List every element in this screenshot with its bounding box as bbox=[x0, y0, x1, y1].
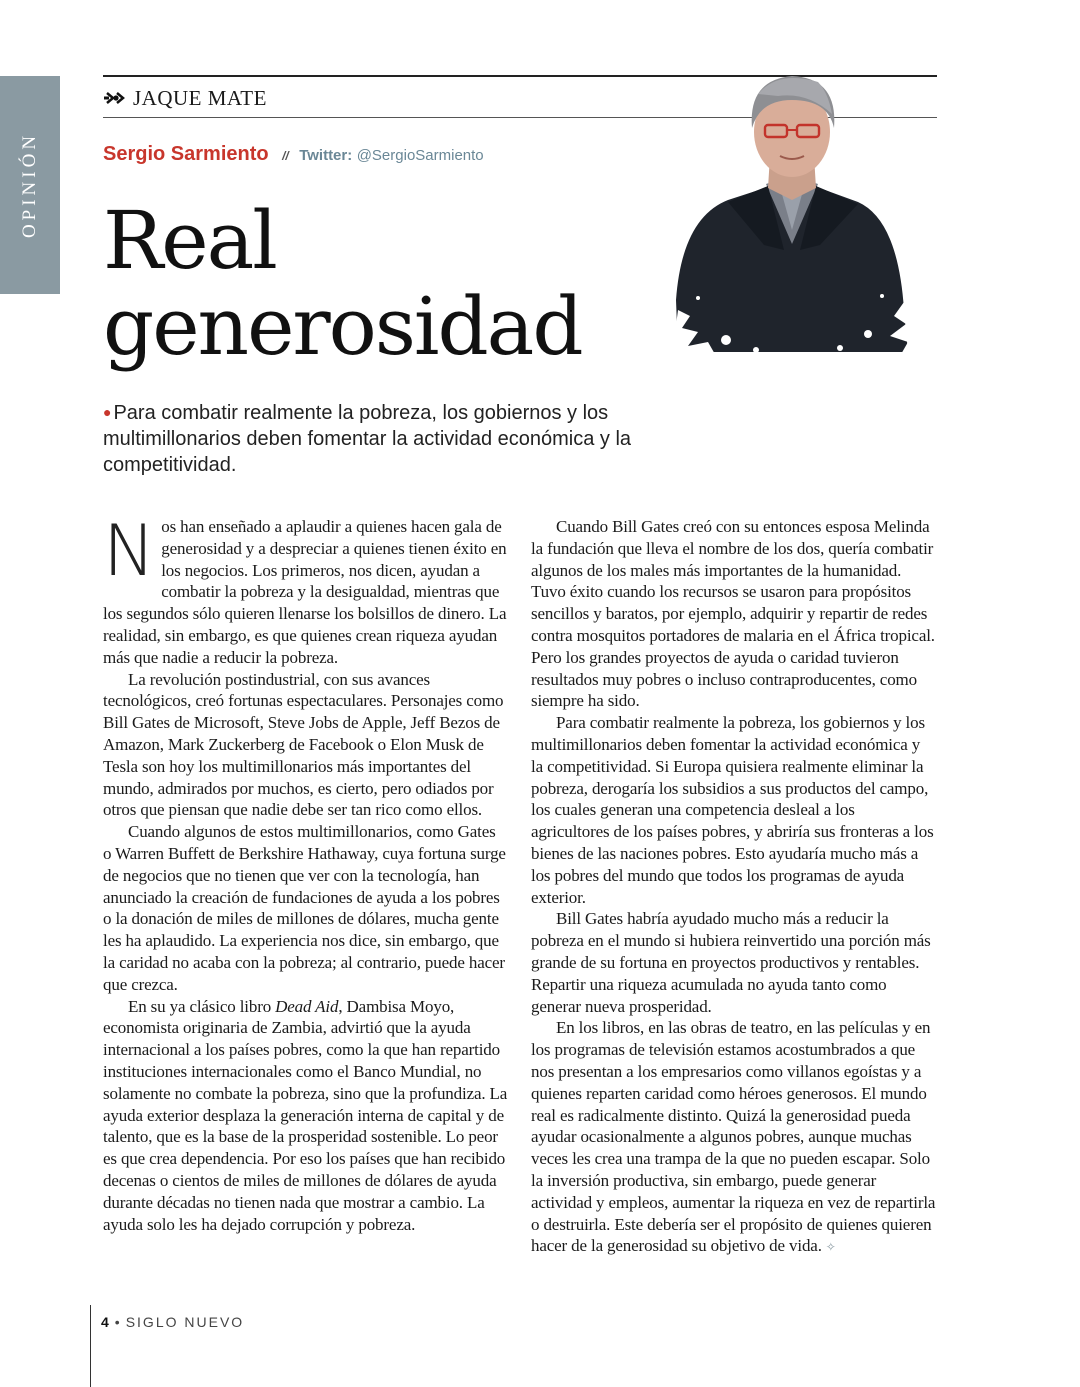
drop-cap: N bbox=[103, 510, 156, 592]
author-name: Sergio Sarmiento bbox=[103, 143, 269, 165]
end-mark-icon: ✧ bbox=[825, 1240, 836, 1255]
deck-text: Para combatir realmente la pobreza, los gobiernos y los multimillonarios deben fomentar la actividad económica y la competitividad. bbox=[103, 402, 632, 476]
deck bbox=[103, 399, 633, 478]
article-paragraph: Cuando Bill Gates creó con su entonces esposa Melinda la fundación que lleva el nombre de los dos, quería combatir algunos de los males más importantes de la humanidad. Tuvo éxito cuando los recursos se usaron para propósitos sencillos y baratos, por ejemplo, adquirir y repartir de redes contra mosquitos portadores de malaria en el África tropical. Pero los grandes proyectos de ayuda o caridad tuvieron resultados muy pobres o incluso contraproducentes, como siempre ha sido. bbox=[531, 517, 935, 711]
page-number: 4 bbox=[101, 1314, 111, 1330]
article-column-left bbox=[103, 510, 508, 1235]
page-footer bbox=[101, 1314, 244, 1330]
column-title bbox=[103, 85, 267, 111]
section-side-tab bbox=[0, 76, 60, 294]
article-paragraph: En los libros, en las obras de teatro, en las películas y en los programas de televisión estamos acostumbrados a que nos presentan a los empresarios como villanos egoístas y a quienes reparten caridad como héroes generosos. El mundo real es radicalmente distinto. Quizá la generosidad pueda ayudar ocasionalmente a algunos pobres, aunque muchas veces les crea una trampa de la que no pueden escapar. Solo la inversión productiva, sin embargo, puede generar actividad y empleos, aumentar la riqueza en vez de repartirla o destruirla. Este debería ser el propósito de quienes quieren hacer de la generosidad su objetivo de vida. ✧ bbox=[531, 1018, 936, 1256]
article-paragraph: Para combatir realmente la pobreza, los gobiernos y los multimillonarios deben fomentar la actividad económica y la competitividad. Si Europa quisiera realmente eliminar la pobreza, derogaría los subsidios a sus productos del campo, los cuales generan una competencia desleal a los agricultores de los países pobres, y abriría sus fronteras a los bienes de las naciones pobres. Esto ayudaría mucho más a los pobres del mundo que todos los programas de ayuda exterior. bbox=[531, 713, 934, 907]
side-tab-label: OPINIÓN bbox=[19, 131, 40, 239]
column-title-text: JAQUE MATE bbox=[133, 85, 267, 110]
byline bbox=[103, 143, 484, 166]
article-paragraph: La revolución postindustrial, con sus avances tecnológicos, creó fortunas espectaculares. Personajes como Bill Gates de Microsoft, Steve Jobs de Apple, Jeff Bezos de Amazon, Mark Zuckerberg de Facebook o Elon Musk de Tesla son hoy los multimillonarios más importantes del mundo, admirados por muchos, es cierto, pero odiados por otros que piensan que nadie debe ser tan rico como ellos. bbox=[103, 669, 504, 820]
footer-rule bbox=[90, 1305, 91, 1387]
publication-name: SIGLO NUEVO bbox=[125, 1314, 245, 1330]
article-paragraph: Cuando algunos de estos multimillonarios, como Gates o Warren Buffett de Berkshire Hathaway, cuya fortuna surge de negocios que no tienen que ver con la tecnología, han anunciado la creación de fundaciones de ayuda a los pobres o la donación de miles de millones de dólares, mucha gente les ha aplaudido. La experiencia nos dice, sin embargo, que la caridad no acaba con la pobreza; al contrario, puede hacer que crezca. bbox=[103, 822, 506, 994]
double-arrow-icon bbox=[103, 91, 125, 105]
byline-separator: // bbox=[282, 149, 289, 163]
author-portrait bbox=[668, 70, 913, 360]
twitter-handle: @SergioSarmiento bbox=[356, 147, 484, 164]
twitter-label: Twitter: bbox=[299, 147, 353, 164]
headline-line-1: Real bbox=[103, 194, 276, 287]
headline-line-2: generosidad bbox=[103, 280, 582, 373]
red-bullet-icon: ● bbox=[103, 404, 112, 420]
headline bbox=[103, 194, 582, 373]
footer-separator: • bbox=[114, 1314, 122, 1330]
article-paragraph: Nos han enseñado a aplaudir a quienes hacen gala de generosidad y a despreciar a quienes tienen éxito en los negocios. Los primeros, nos dicen, ayudan a combatir la pobreza y la desigualdad, mientras que los segundos sólo quieren llenarse los bolsillos de dinero. La realidad, sin embargo, es que quienes crean riqueza ayudan más que nadie a reducir la pobreza. bbox=[103, 510, 507, 667]
article-paragraph: Bill Gates habría ayudado mucho más a reducir la pobreza en el mundo si hubiera reinvertido una porción más grande de su fortuna en proyectos productivos y rentables. Repartir una riqueza acumulada no ayuda tanto como generar nueva prosperidad. bbox=[531, 909, 931, 1016]
book-title: Dead Aid bbox=[275, 996, 339, 1016]
article-column-right bbox=[531, 516, 936, 1259]
article-paragraph: En su ya clásico libro Dead Aid, Dambisa Moyo, economista originaria de Zambia, advirtió que la ayuda internacional a los países pobres, como la que han repartido instituciones internacionales como el Banco Mundial, no solamente no combate la pobreza, sino que la profundiza. La ayuda exterior desplaza la generación interna de capital y de talento, que es la base de la prosperidad sostenible. Lo peor es que crea dependencia. Por eso los países que han recibido decenas o cientos de miles de millones de dólares de ayuda durante décadas no tienen nada que mostrar a cambio. La ayuda solo les ha dejado corrupción y pobreza. bbox=[103, 996, 508, 1234]
